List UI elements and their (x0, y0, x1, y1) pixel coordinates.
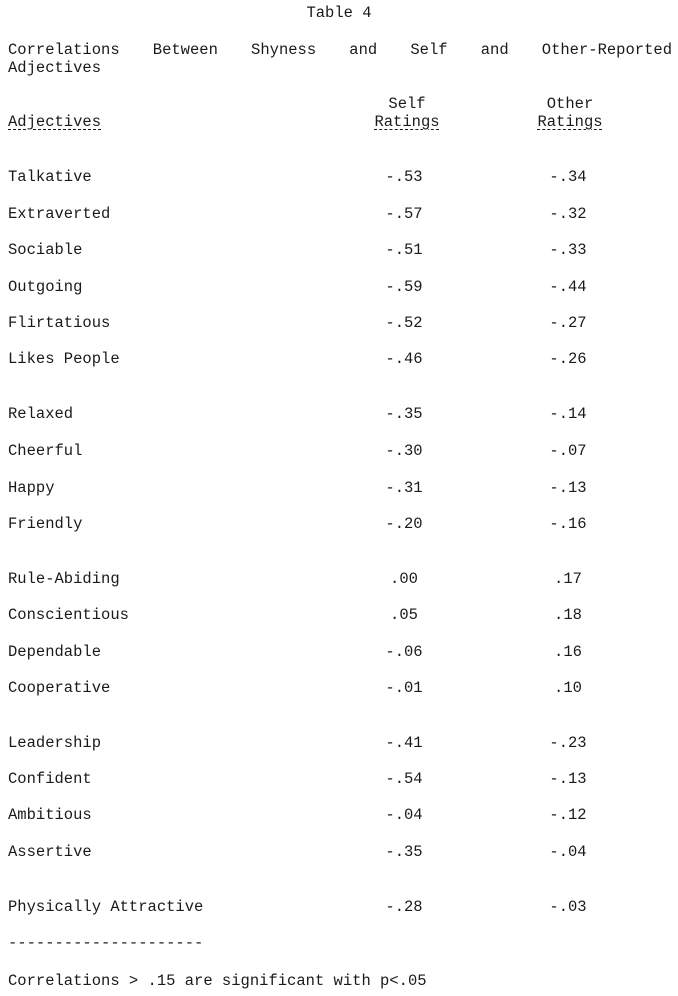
footnote-separator: --------------------- (8, 934, 204, 952)
row-label: Leadership (8, 734, 102, 752)
row-label: Confident (8, 770, 92, 788)
row-other-rating: -.13 (549, 770, 587, 788)
row-self-rating: -.04 (385, 806, 423, 824)
row-other-rating: -.07 (549, 442, 587, 460)
other-ratings-header-line-1: Other (546, 95, 594, 113)
row-label: Happy (8, 479, 55, 497)
row-label: Friendly (8, 515, 83, 533)
row-other-rating: -.12 (549, 806, 587, 824)
row-label: Outgoing (8, 278, 83, 296)
row-other-rating: -.04 (549, 843, 587, 861)
row-other-rating: -.34 (549, 168, 587, 186)
row-self-rating: -.59 (385, 278, 423, 296)
row-self-rating: -.41 (385, 734, 423, 752)
row-label: Ambitious (8, 806, 92, 824)
row-self-rating: -.30 (385, 442, 423, 460)
row-self-rating: -.20 (385, 515, 423, 533)
footnote: Correlations > .15 are significant with p<.05 (8, 972, 427, 990)
row-other-rating: .17 (554, 570, 582, 588)
row-self-rating: -.52 (385, 314, 423, 332)
other-ratings-header-line-2 (518, 113, 622, 131)
self-ratings-header-line-2 (355, 113, 459, 131)
row-label: Talkative (8, 168, 92, 186)
row-self-rating: -.35 (385, 843, 423, 861)
row-other-rating: -.14 (549, 405, 587, 423)
row-other-rating: -.16 (549, 515, 587, 533)
self-ratings-header-line-1: Self (388, 95, 426, 113)
row-label: Extraverted (8, 205, 111, 223)
row-label: Cooperative (8, 679, 111, 697)
self-ratings-header-text: Ratings (374, 113, 440, 131)
row-other-rating: -.13 (549, 479, 587, 497)
row-self-rating: -.53 (385, 168, 423, 186)
row-other-rating: -.26 (549, 350, 587, 368)
row-self-rating: .05 (390, 606, 418, 624)
row-other-rating: -.44 (549, 278, 587, 296)
row-other-rating: .16 (554, 643, 582, 661)
row-other-rating: -.23 (549, 734, 587, 752)
row-label: Dependable (8, 643, 102, 661)
row-label: Rule-Abiding (8, 570, 120, 588)
row-label: Relaxed (8, 405, 74, 423)
row-self-rating: -.54 (385, 770, 423, 788)
table-caption-line-2: Adjectives (8, 59, 102, 77)
adjectives-column-header: Adjectives (8, 113, 102, 131)
row-label: Physically Attractive (8, 898, 204, 916)
row-other-rating: -.03 (549, 898, 587, 916)
row-self-rating: -.31 (385, 479, 423, 497)
row-label: Sociable (8, 241, 83, 259)
table-caption-line-1: Correlations Between Shyness and Self and Other-Reported (8, 41, 672, 59)
row-label: Assertive (8, 843, 92, 861)
row-label: Likes People (8, 350, 120, 368)
row-self-rating: -.51 (385, 241, 423, 259)
row-self-rating: -.06 (385, 643, 423, 661)
row-other-rating: -.33 (549, 241, 587, 259)
row-label: Cheerful (8, 442, 83, 460)
row-self-rating: -.01 (385, 679, 423, 697)
row-other-rating: -.27 (549, 314, 587, 332)
row-self-rating: .00 (390, 570, 418, 588)
row-self-rating: -.46 (385, 350, 423, 368)
row-self-rating: -.35 (385, 405, 423, 423)
row-other-rating: .10 (554, 679, 582, 697)
row-label: Flirtatious (8, 314, 111, 332)
row-self-rating: -.57 (385, 205, 423, 223)
row-other-rating: .18 (554, 606, 582, 624)
row-self-rating: -.28 (385, 898, 423, 916)
row-label: Conscientious (8, 606, 129, 624)
table-title: Table 4 (306, 4, 372, 22)
row-other-rating: -.32 (549, 205, 587, 223)
other-ratings-header-text: Ratings (537, 113, 603, 131)
